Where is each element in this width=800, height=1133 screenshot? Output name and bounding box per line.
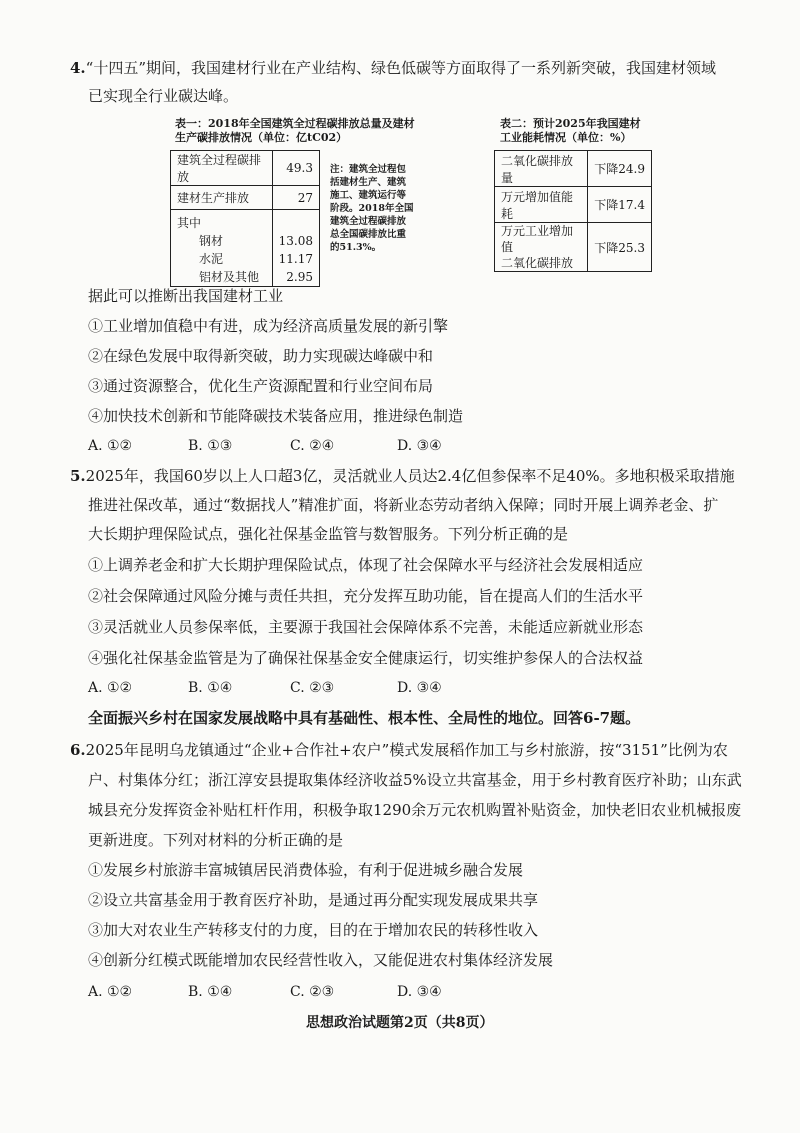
q5-option-a: A. ①② — [88, 680, 133, 696]
q4-item-3: ③通过资源整合，优化生产资源配置和行业空间布局 — [88, 377, 434, 395]
q4-item-4: ④加快技术创新和节能降碳技术装备应用，推进绿色制造 — [88, 407, 464, 425]
q5-item-1: ①上调养老金和扩大长期护理保险试点，体现了社会保障水平与经济社会发展相适应 — [88, 556, 644, 574]
q6-7-intro: 全面振兴乡村在国家发展战略中具有基础性、根本性、全局性的地位。回答6-7题。 — [88, 709, 641, 727]
note-line: 括建材生产、建筑 — [330, 177, 407, 188]
note-line: 总全国碳排放比重 — [330, 229, 407, 240]
q4-stem-line1 — [70, 58, 716, 78]
q5-item-4: ④强化社保基金监管是为了确保社保基金安全健康运行，切实维护参保人的合法权益 — [88, 649, 644, 667]
t2-r2-label: 万元增加值能耗 — [495, 187, 588, 223]
q6-item-3: ③加大对农业生产转移支付的力度，目的在于增加农民的转移性收入 — [88, 921, 539, 939]
t1-r4-label: 钢材 — [199, 234, 224, 248]
q5-stem-line3: 大长期护理保险试点，强化社保基金监管与数智服务。下列分析正确的是 — [88, 525, 569, 543]
q4-question: 据此可以推断出我国建材工业 — [88, 287, 284, 305]
q5-item-2: ②社会保障通过风险分摊与责任共担，充分发挥互助功能，旨在提高人们的生活水平 — [88, 587, 644, 605]
t1-r1-label: 建筑全过程碳排放 — [171, 151, 273, 186]
table1-title-1: 表一：2018年全国建筑全过程碳排放总量及建材 — [175, 117, 415, 130]
q6-stem-line1 — [70, 740, 728, 760]
q6-item-1: ①发展乡村旅游丰富城镇居民消费体验，有利于促进城乡融合发展 — [88, 861, 524, 879]
table1-title-2: 生产碳排放情况（单位：亿tC02） — [175, 131, 348, 144]
q6-option-d: D. ③④ — [397, 984, 442, 1000]
table2-title-2: 工业能耗情况（单位：%） — [500, 131, 632, 144]
t1-sub-values — [272, 210, 319, 287]
t1-sub-labels — [171, 210, 273, 287]
note-line: 阶段。2018年全国 — [330, 203, 414, 214]
q4-item-2: ②在绿色发展中取得新突破，助力实现碳达峰碳中和 — [88, 347, 434, 365]
t1-r4-val: 13.08 — [278, 234, 313, 248]
q6-number: 6. — [70, 741, 86, 759]
t1-r6-val: 2.95 — [286, 270, 313, 284]
q6-stem-line2: 户、村集体分红；浙江淳安县提取集体经济收益5%设立共富基金，用于乡村教育医疗补助；山东武 — [88, 771, 742, 789]
q4-number: 4. — [70, 59, 86, 77]
note-line: 施工、建筑运行等 — [330, 190, 407, 201]
t1-r5-val: 11.17 — [278, 252, 313, 266]
t1-r6-label: 铝材及其他 — [199, 270, 260, 284]
q5-option-b: B. ①④ — [188, 680, 233, 696]
q6-option-b: B. ①④ — [188, 984, 233, 1000]
q5-item-3: ③灵活就业人员参保率低，主要源于我国社会保障体系不完善，未能适应新就业形态 — [88, 618, 644, 636]
q6-item-2: ②设立共富基金用于教育医疗补助，是通过再分配实现发展成果共享 — [88, 891, 539, 909]
table2-title-1: 表二：预计2025年我国建材 — [500, 117, 641, 130]
t1-r2-val: 27 — [272, 186, 319, 210]
q4-option-d: D. ③④ — [397, 438, 442, 454]
q5-stem-line2: 推进社保改革，通过“数据找人”精准扩面，将新业态劳动者纳入保障；同时开展上调养老金、扩 — [88, 496, 719, 514]
t2-r3-val: 下降25.3 — [588, 223, 652, 272]
t2-r1-label: 二氧化碳排放量 — [495, 151, 588, 187]
t2-r3-label-1: 万元工业增加值 — [501, 224, 574, 254]
q4-item-1: ①工业增加值稳中有进，成为经济高质量发展的新引擎 — [88, 317, 449, 335]
q5-option-c: C. ②③ — [290, 680, 335, 696]
q5-text-1: 2025年，我国60岁以上人口超3亿，灵活就业人员达2.4亿但参保率不足40%。多地积极采取措施 — [85, 467, 735, 485]
q6-option-a: A. ①② — [88, 984, 133, 1000]
note-line: 的51.3%。 — [330, 242, 382, 253]
t1-r5-label: 水泥 — [199, 252, 224, 266]
note-line: 注：建筑全过程包 — [330, 164, 407, 175]
note-line: 建筑全过程碳排放 — [330, 216, 407, 227]
t2-r2-val: 下降17.4 — [588, 187, 652, 223]
page-footer: 思想政治试题第2页（共8页） — [306, 1015, 494, 1031]
t2-r1-val: 下降24.9 — [588, 151, 652, 187]
table2 — [494, 150, 652, 272]
q6-item-4: ④创新分红模式既能增加农民经营性收入，又能促进农村集体经济发展 — [88, 951, 554, 969]
q4-option-a: A. ①② — [88, 438, 133, 454]
q6-option-c: C. ②③ — [290, 984, 335, 1000]
q4-option-b: B. ①③ — [188, 438, 233, 454]
q6-stem-line3: 城县充分发挥资金补贴杠杆作用，积极争取1290余万元农机购置补贴资金，加快老旧农业机械报废 — [88, 801, 742, 819]
q4-stem-line2: 已实现全行业碳达峰。 — [88, 87, 239, 105]
t1-r1-val: 49.3 — [272, 151, 319, 186]
t1-r3-label: 其中 — [177, 216, 202, 230]
table1 — [170, 150, 320, 287]
t2-r3-label-2: 二氧化碳排放 — [501, 256, 574, 270]
q6-stem-line4: 更新进度。下列对材料的分析正确的是 — [88, 831, 344, 849]
q6-text-1: 2025年昆明乌龙镇通过“企业+合作社+农户”模式发展稻作加工与乡村旅游，按“3151”比例为农 — [85, 741, 728, 759]
q4-text-1: “十四五”期间，我国建材行业在产业结构、绿色低碳等方面取得了一系列新突破，我国建材领域 — [85, 59, 717, 77]
t2-r3-label — [495, 223, 588, 272]
q5-number: 5. — [70, 467, 86, 485]
t1-r2-label: 建材生产排放 — [171, 186, 273, 210]
q5-stem-line1 — [70, 466, 735, 486]
q4-option-c: C. ②④ — [290, 438, 335, 454]
q5-option-d: D. ③④ — [397, 680, 442, 696]
table1-note — [330, 163, 413, 254]
